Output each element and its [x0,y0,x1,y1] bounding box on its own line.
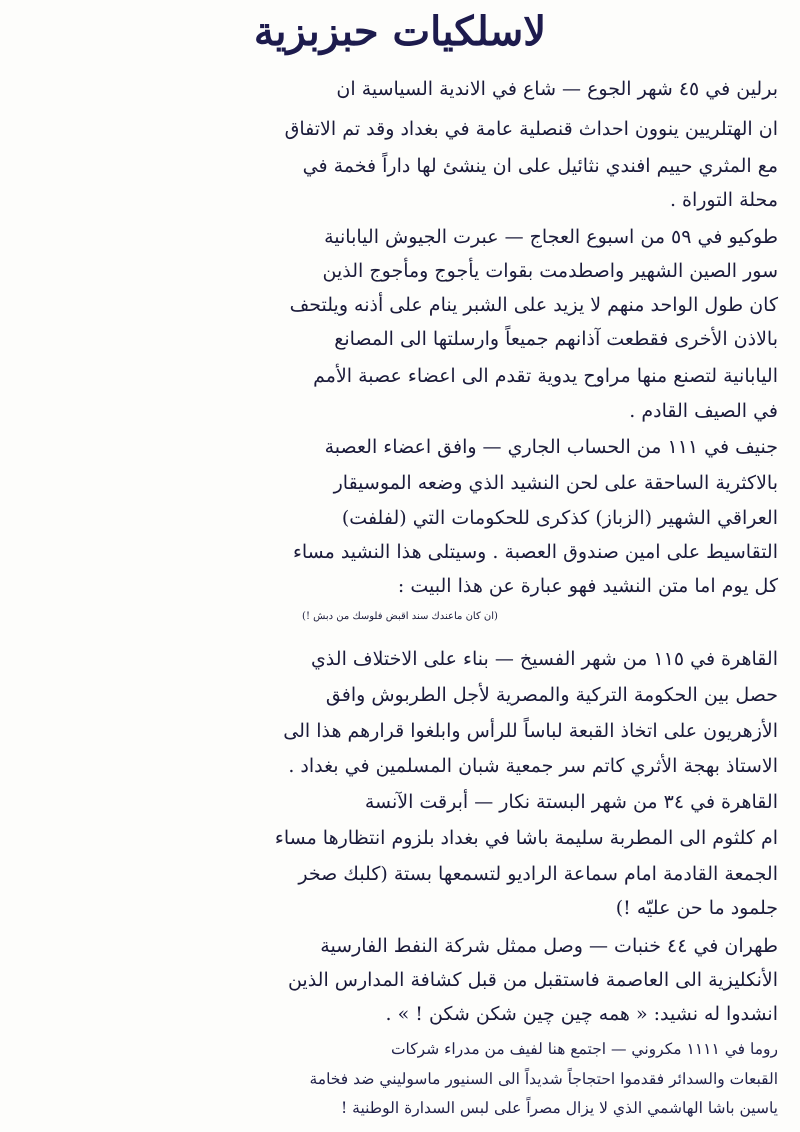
text-line: ياسين باشا الهاشمي الذي لا يزال مصراً على لبس السدارة الوطنية ! [340,1099,778,1117]
text-line: القاهرة في ١١٥ من شهر الفسيخ — بناء على الاختلاف الذي [310,648,778,670]
text-line: طهران في ٤٤ خنبات — وصل ممثل شركة النفط الفارسية [320,935,778,957]
text-line: الأزهريون على اتخاذ القبعة لباساً للرأس وابلغوا قرارهم هذا الى [283,720,778,742]
text-line: بالاذن الأخرى فقطعت آذانهم جميعاً وارسلتها الى المصانع [334,328,778,350]
text-line: الأنكليزية الى العاصمة فاستقبل من قبل كشافة المدارس الذين [287,969,778,991]
text-line: الجمعة القادمة امام سماعة الراديو لتسمعها بستة (كلبك صخر [298,863,778,885]
text-line: التقاسيط على امين صندوق العصبة . وسيتلى هذا النشيد مساء [292,541,778,563]
text-line: مع المثري حييم افندي نثائيل على ان ينشئ لها داراً فخمة في [302,155,778,177]
text-line: كل يوم اما متن النشيد فهو عبارة عن هذا البيت : [397,575,778,597]
text-line: كان طول الواحد منهم لا يزيد على الشبر ينام على أذنه ويلتحف [289,294,778,316]
text-line: برلين في ٤٥ شهر الجوع — شاع في الاندية السياسية ان [336,78,778,100]
text-line: العراقي الشهير (الزباز) كذكرى للحكومات التي (لفلفت) [341,507,778,529]
page-title: لاسلكيات حبزبزية [253,8,547,55]
text-line: روما في ١١١١ مكروني — اجتمع هنا لفيف من مدراء شركات [390,1040,778,1058]
text-line: جنيف في ١١١ من الحساب الجاري — وافق اعضاء العصبة [324,436,778,458]
text-line: القاهرة في ٣٤ من شهر البستة نكار — أبرقت الآنسة [364,791,778,813]
text-line: جلمود ما حن عليّه !) [615,897,778,919]
text-line: ام كلثوم الى المطربة سليمة باشا في بغداد بلزوم انتظارها مساء [274,827,778,849]
text-line: القبعات والسدائر فقدموا احتجاجاً شديداً الى السنيور ماسوليني ضد فخامة [309,1070,778,1088]
text-line: بالاكثرية الساحقة على لحن النشيد الذي وضعه الموسيقار [333,472,778,494]
text-line: طوكيو في ٥٩ من اسبوع العجاج — عبرت الجيوش اليابانية [324,226,778,248]
text-line: اليابانية لتصنع منها مراوح يدوية تقدم الى اعضاء عصبة الأمم [313,365,778,387]
text-line: في الصيف القادم . [629,400,778,422]
verse-line: (ان كان ماعندك سند اقبض فلوسك من دبش !) [302,611,498,622]
text-line: الاستاذ بهجة الأثري كاتم سر جمعية شبان المسلمين في بغداد . [288,755,778,777]
text-line: انشدوا له نشيد: « همه چين چين شكن شكن ! » . [385,1003,778,1025]
text-line: محلة التوراة . [669,189,778,211]
text-line: سور الصين الشهير واصطدمت بقوات يأجوج ومأجوج الذين [322,260,778,282]
text-line: حصل بين الحكومة التركية والمصرية لأجل الطربوش وافق [325,684,778,706]
text-line: ان الهتلريين ينوون احداث قنصلية عامة في بغداد وقد تم الاتفاق [284,118,778,140]
